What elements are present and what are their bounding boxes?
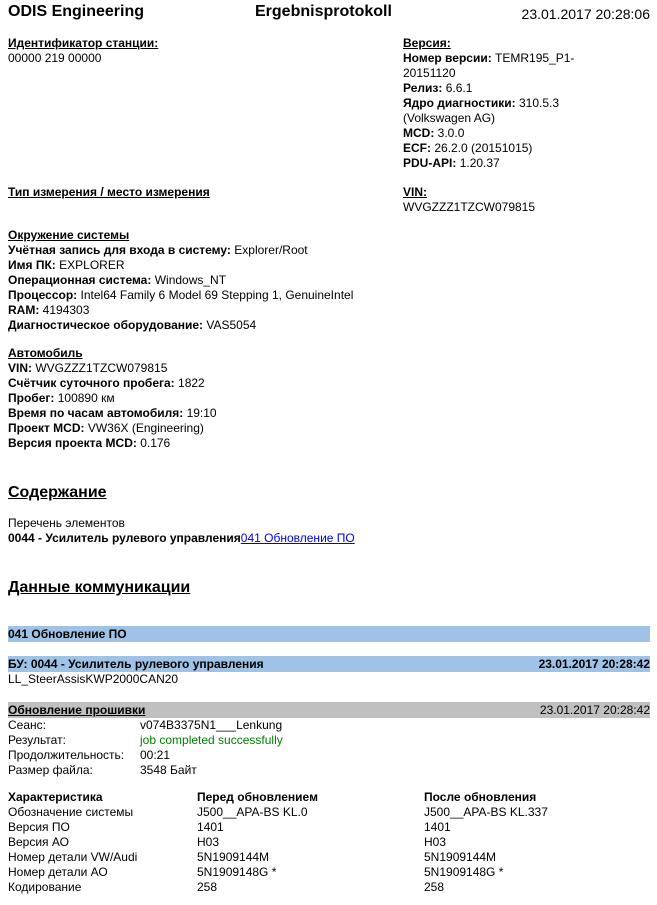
report-datetime: 23.01.2017 20:28:06 — [521, 6, 650, 22]
flash-details — [8, 718, 408, 778]
table-cell: J500__APA-BS KL.0 — [197, 805, 308, 819]
table-cell: 1401 — [197, 820, 224, 834]
ecu-bar-date: 23.01.2017 20:28:42 — [538, 657, 650, 671]
system-env-row: Процессор: Intel64 Family 6 Model 69 Stepping 1, GenuineIntel — [8, 288, 354, 302]
table-cell: H03 — [424, 835, 447, 849]
system-env-row: Диагностическое оборудование: VAS5054 — [8, 318, 257, 332]
table-cell: J500__APA-BS KL.337 — [424, 805, 548, 819]
table-cell: H03 — [197, 835, 220, 849]
table-cell: 5N1909148G * — [424, 865, 504, 879]
table-cell: Версия ПО — [8, 820, 70, 834]
ecu-name: LL_SteerAssisKWP2000CAN20 — [8, 672, 179, 686]
table-cell: Версия АО — [8, 835, 69, 849]
vehicle-row: VIN: WVGZZZ1TZCW079815 — [8, 361, 168, 375]
vehicle-label: Автомобиль — [8, 346, 83, 360]
section-bar-label: 041 Обновление ПО — [8, 627, 127, 641]
flash-row-label: Сеанс: — [8, 718, 46, 732]
vehicle-row: Проект MCD: VW36X (Engineering) — [8, 421, 204, 435]
flash-row-value-success: job completed successfully — [140, 733, 283, 747]
station-id-label: Идентификатор станции: — [8, 36, 159, 50]
version-row: Номер версии: TEMR195_P1- — [403, 51, 575, 65]
table-cell: Обозначение системы — [8, 805, 134, 819]
version-label: Версия: — [403, 36, 451, 50]
flash-bar-label: Обновление прошивки — [8, 703, 146, 717]
vin-value: WVGZZZ1TZCW079815 — [403, 200, 536, 214]
flash-row-value: v074B3375N1___Lenkung — [140, 718, 283, 732]
contents-list-label: Перечень элементов — [8, 516, 125, 530]
table-cell: 258 — [424, 880, 445, 894]
vehicle-row: Версия проекта MCD: 0.176 — [8, 436, 171, 450]
flash-row-value: 3548 Байт — [140, 763, 197, 777]
flash-row-label: Результат: — [8, 733, 66, 747]
table-cell: Номер детали VW/Audi — [8, 850, 138, 864]
vehicle-row: Счётчик суточного пробега: 1822 — [8, 376, 205, 390]
table-cell: Номер детали АО — [8, 865, 108, 879]
version-row: (Volkswagen AG) — [403, 111, 496, 125]
vehicle-details — [8, 361, 608, 451]
system-env-row: RAM: 4194303 — [8, 303, 90, 317]
app-name: ODIS Engineering — [8, 3, 145, 20]
flash-bar — [8, 702, 650, 718]
section-bar-software-update — [8, 626, 650, 642]
flash-row-value: 00:21 — [140, 748, 171, 762]
characteristics-table — [0, 790, 657, 900]
version-row: MCD: 3.0.0 — [403, 126, 465, 140]
system-env-label: Окружение системы — [8, 228, 130, 242]
table-cell: 5N1909144M — [197, 850, 270, 864]
version-row: Ядро диагностики: 310.5.3 — [403, 96, 560, 110]
vin-label: VIN: — [403, 185, 427, 199]
version-row: 20151120 — [403, 66, 456, 80]
contents-item — [8, 531, 355, 546]
table-header-after: После обновления — [424, 790, 537, 804]
table-cell: 5N1909148G * — [197, 865, 277, 879]
station-id-value: 00000 219 00000 — [8, 51, 102, 65]
table-header-characteristic: Характеристика — [8, 790, 103, 804]
contents-item-label: 0044 - Усилитель рулевого управления — [8, 531, 241, 545]
version-row: PDU-API: 1.20.37 — [403, 156, 500, 170]
table-cell: Кодирование — [8, 880, 82, 894]
table-cell: 5N1909144M — [424, 850, 497, 864]
table-header-before: Перед обновлением — [197, 790, 318, 804]
system-env-row: Учётная запись для входа в систему: Explorer/Root — [8, 243, 308, 257]
version-details — [403, 51, 613, 171]
system-env-details — [8, 243, 608, 333]
comm-heading: Данные коммуникации — [8, 579, 191, 596]
flash-row-label: Продолжительность: — [8, 748, 125, 762]
vehicle-row: Время по часам автомобиля: 19:10 — [8, 406, 217, 420]
flash-bar-date: 23.01.2017 20:28:42 — [539, 703, 650, 717]
version-row: Релиз: 6.6.1 — [403, 81, 473, 95]
system-env-row: Имя ПК: EXPLORER — [8, 258, 125, 272]
report-title: Ergebnisprotokoll — [255, 3, 392, 20]
vehicle-row: Пробег: 100890 км — [8, 391, 115, 405]
version-row: ECF: 26.2.0 (20151015) — [403, 141, 533, 155]
table-cell: 258 — [197, 880, 218, 894]
ecu-bar — [8, 656, 650, 672]
table-cell: 1401 — [424, 820, 451, 834]
measurement-label: Тип измерения / место измерения — [8, 185, 210, 199]
system-env-row: Операционная система: Windows_NT — [8, 273, 227, 287]
contents-heading: Содержание — [8, 484, 107, 501]
contents-item-link[interactable]: 041 Обновление ПО — [240, 531, 355, 545]
flash-row-label: Размер файла: — [8, 763, 93, 777]
ecu-bar-label: БУ: 0044 - Усилитель рулевого управления — [8, 657, 264, 671]
